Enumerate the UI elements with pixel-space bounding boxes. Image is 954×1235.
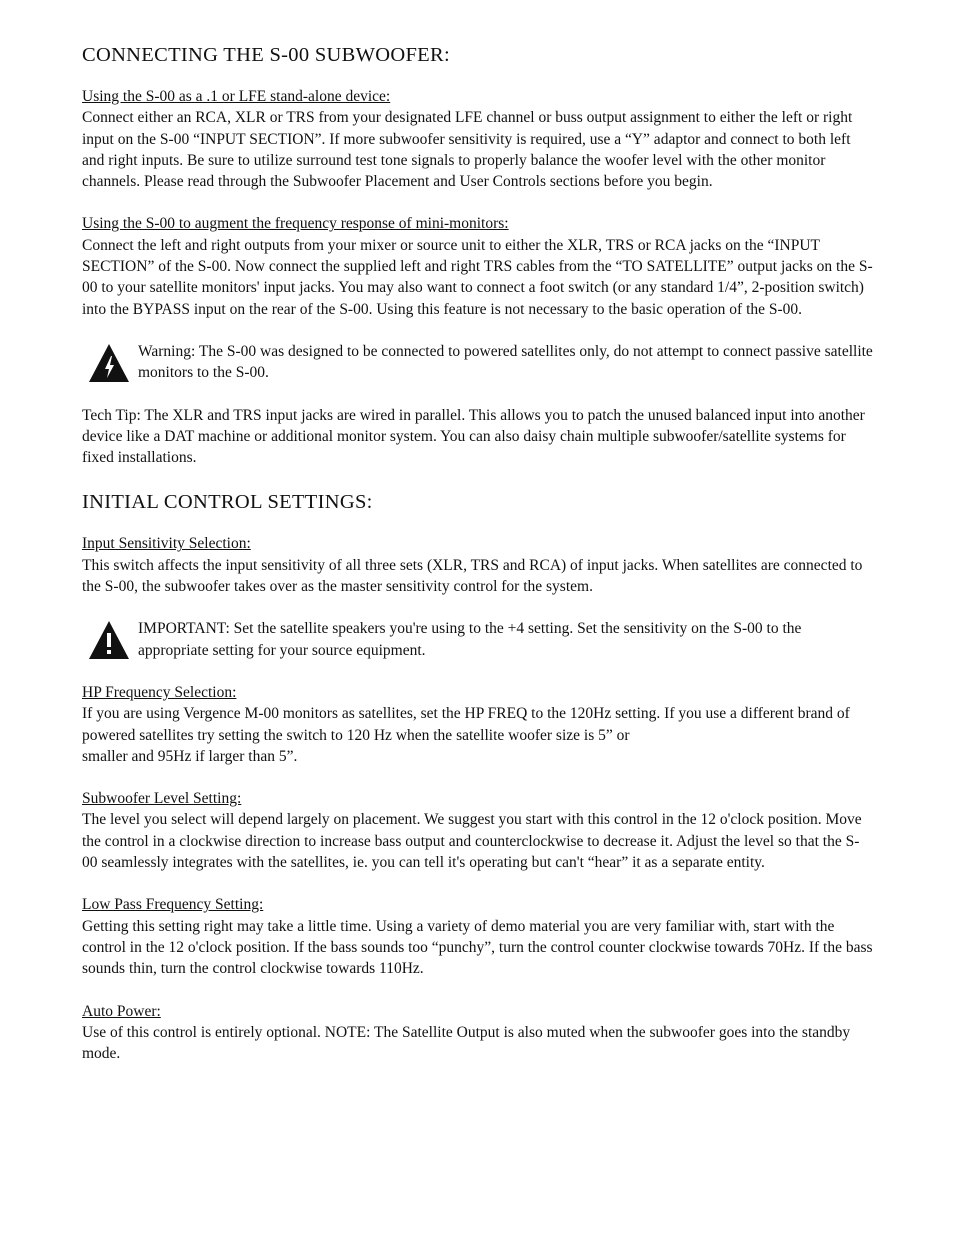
warning-notice bbox=[82, 341, 874, 384]
important-notice bbox=[82, 618, 874, 661]
tech-tip: Tech Tip: The XLR and TRS input jacks are wired in parallel. This allows you to patch the unused balanced input into another device like a DAT machine or additional monitor system. You can also daisy chain multiple subwoofer/satellite systems for fixed installations. bbox=[82, 406, 865, 467]
manual-page bbox=[82, 40, 874, 1064]
paragraph-hp-frequency-line1: If you are using Vergence M-00 monitors as satellites, set the HP FREQ to the 120Hz setting. If you use a different brand of powered satellites try setting the switch to 120 Hz when the satellite woofer size is 5” or bbox=[82, 705, 850, 744]
electric-shock-warning-icon bbox=[88, 342, 130, 384]
section-title-connecting: CONNECTING THE S-00 SUBWOOFER: bbox=[82, 44, 450, 66]
section-title-initial-control: INITIAL CONTROL SETTINGS: bbox=[82, 491, 373, 514]
paragraph-hp-frequency-line2: smaller and 95Hz if larger than 5”. bbox=[82, 747, 298, 765]
paragraph-lfe-standalone: Connect either an RCA, XLR or TRS from your designated LFE channel or buss output assignment to either the left or right input on the S-00 “INPUT SECTION”. If more subwoofer sensitivity is required, use a “Y” adaptor and connect to both left and right inputs. Be sure to utilize surround test tone signals to properly balance the woofer level with the other monitor channels. Please read through the Subwoofer Placement and User Controls sections before you begin. bbox=[82, 109, 853, 191]
subheading-mini-monitors: Using the S-00 to augment the frequency response of mini-monitors: bbox=[82, 215, 509, 233]
paragraph-low-pass: Getting this setting right may take a little time. Using a variety of demo material you are very familiar with, start with the control in the 12 o'clock position. If the bass sounds too “punchy”, turn the control counter clockwise towards 70Hz. If the bass sounds thin, turn the control clockwise towards 110Hz. bbox=[82, 917, 873, 978]
paragraph-input-sensitivity: This switch affects the input sensitivity of all three sets (XLR, TRS and RCA) of input jacks. When satellites are connected to the S-00, the subwoofer takes over as the master sensitivity control for the system. bbox=[82, 556, 863, 596]
important-text: IMPORTANT: Set the satellite speakers you're using to the +4 setting. Set the sensitivity on the S-00 to the appropriate setting for your source equipment. bbox=[138, 620, 802, 659]
paragraph-subwoofer-level: The level you select will depend largely on placement. We suggest you start with this control in the 12 o'clock position. Move the control in a clockwise direction to increase bass output and counterclockwise to decrease it. Adjust the level so that the S-00 seamlessly integrates with the satellites, ie. you can tell it's operating but can't “hear” it as a separate entity. bbox=[82, 811, 862, 872]
paragraph-auto-power: Use of this control is entirely optional. NOTE: The Satellite Output is also muted when the subwoofer goes into the standby mode. bbox=[82, 1023, 851, 1063]
subheading-subwoofer-level: Subwoofer Level Setting: bbox=[82, 790, 242, 808]
subheading-lfe-standalone: Using the S-00 as a .1 or LFE stand-alone device: bbox=[82, 88, 391, 105]
subheading-input-sensitivity: Input Sensitivity Selection: bbox=[82, 535, 251, 553]
paragraph-mini-monitors: Connect the left and right outputs from your mixer or source unit to either the XLR, TRS or RCA jacks on the “INPUT SECTION” of the S-00. Now connect the supplied left and right TRS cables from the “TO SATELLITE” output jacks on the S-00 to your satellite monitors' input jacks. You may also want to connect a foot switch (or any standard 1/4”, 2-position switch) into the BYPASS input on the rear of the S-00. Using this feature is not necessary to the basic operation of the S-00. bbox=[82, 236, 873, 318]
subheading-low-pass: Low Pass Frequency Setting: bbox=[82, 896, 264, 914]
warning-text: Warning: The S-00 was designed to be connected to powered satellites only, do not attempt to connect passive satellite monitors to the S-00. bbox=[138, 342, 873, 382]
subheading-hp-frequency: HP Frequency Selection: bbox=[82, 683, 237, 701]
subheading-auto-power: Auto Power: bbox=[82, 1002, 161, 1020]
exclamation-warning-icon bbox=[88, 619, 130, 661]
